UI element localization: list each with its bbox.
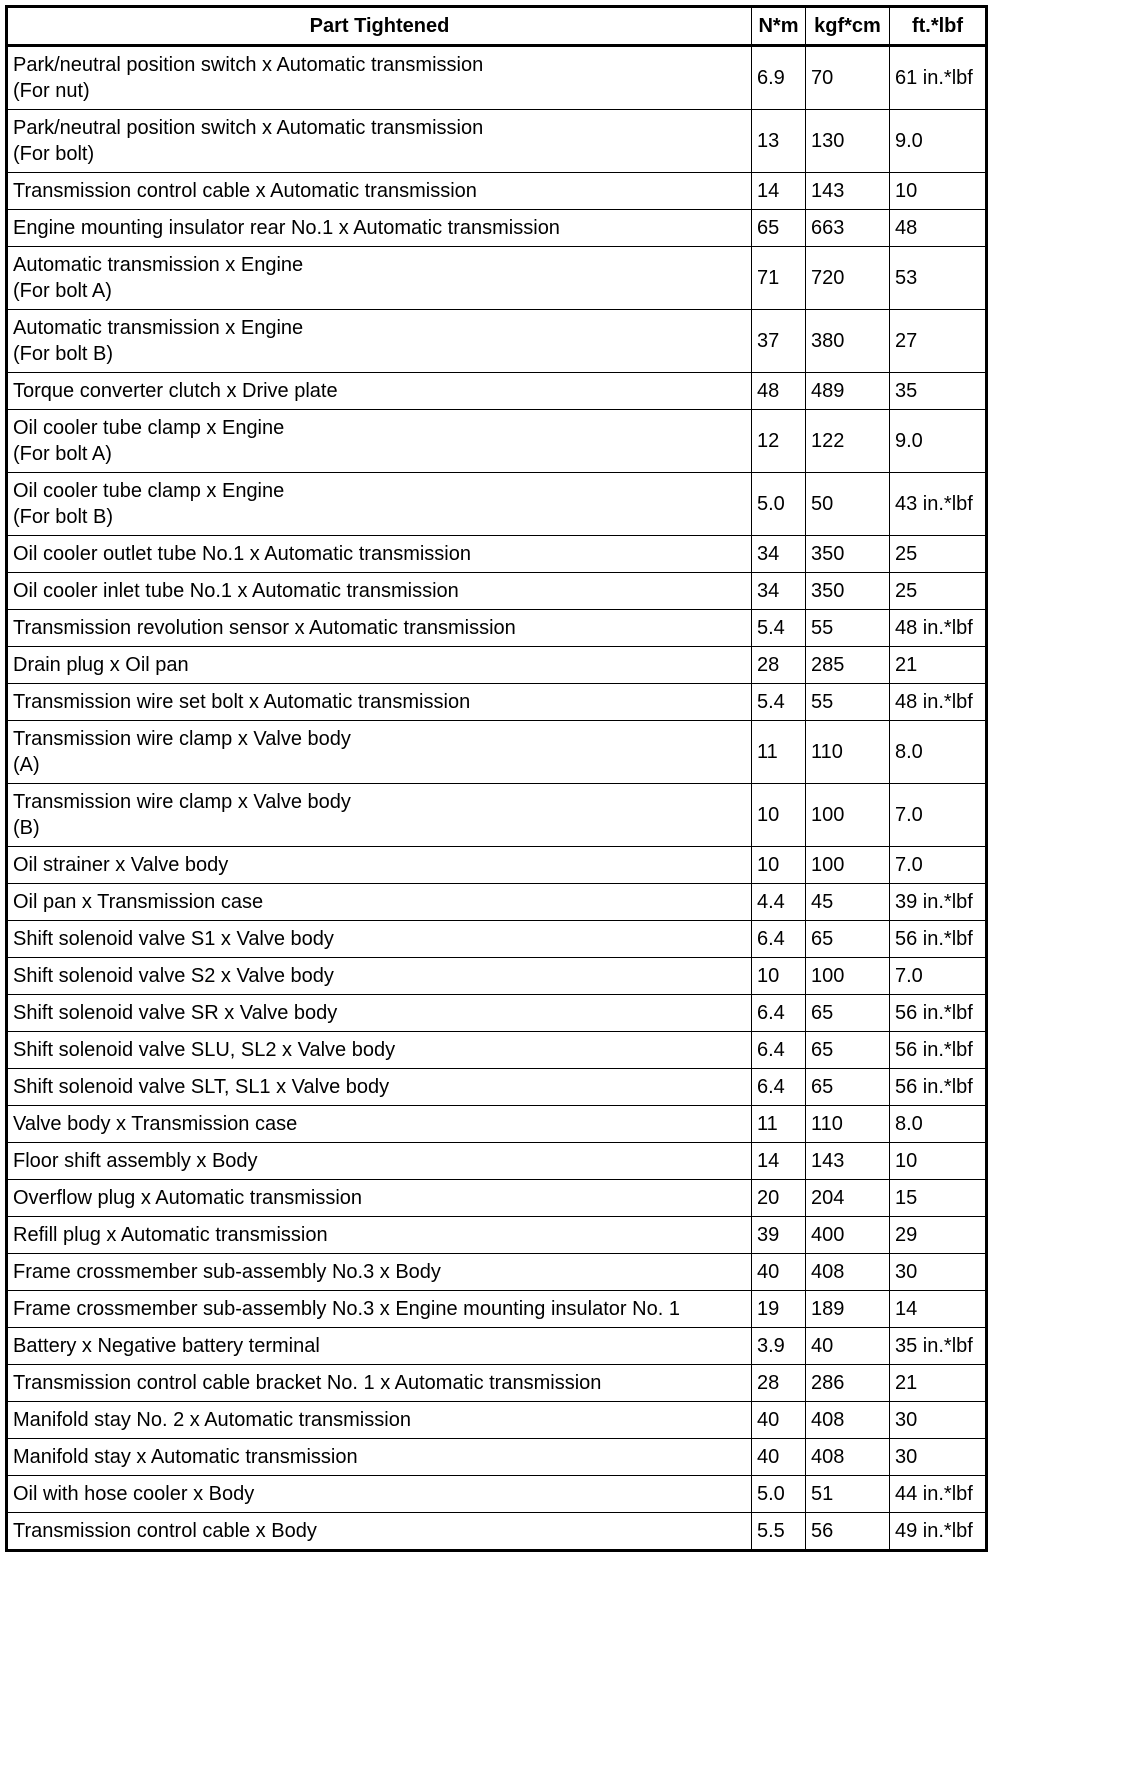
- nm-value-cell: 6.9: [752, 46, 806, 110]
- part-text-line: (For bolt A): [13, 280, 112, 302]
- table-row: [7, 1402, 987, 1439]
- ftlbf-value-cell: 21: [890, 1365, 987, 1402]
- table-row: [7, 721, 987, 784]
- kgfcm-value-cell: 100: [806, 784, 890, 847]
- nm-value-cell: 6.4: [752, 921, 806, 958]
- part-text-line: Transmission wire set bolt x Automatic transmission: [13, 691, 471, 713]
- nm-value-cell: 37: [752, 310, 806, 373]
- table-row: [7, 784, 987, 847]
- nm-value-cell: 34: [752, 536, 806, 573]
- kgfcm-value-cell: 380: [806, 310, 890, 373]
- part-tightened-cell: [7, 884, 752, 921]
- table-row: [7, 1069, 987, 1106]
- ftlbf-value-cell: 27: [890, 310, 987, 373]
- ftlbf-value-cell: 56 in.*lbf: [890, 921, 987, 958]
- part-tightened-cell: [7, 647, 752, 684]
- kgfcm-value-cell: 400: [806, 1217, 890, 1254]
- nm-value-cell: 28: [752, 647, 806, 684]
- part-tightened-cell: [7, 1069, 752, 1106]
- part-text-line: (For nut): [13, 80, 90, 102]
- nm-value-cell: 11: [752, 721, 806, 784]
- ftlbf-value-cell: 48 in.*lbf: [890, 610, 987, 647]
- ftlbf-value-cell: 56 in.*lbf: [890, 995, 987, 1032]
- ftlbf-value-cell: 30: [890, 1254, 987, 1291]
- ftlbf-value-cell: 25: [890, 536, 987, 573]
- part-text-line: Engine mounting insulator rear No.1 x Automatic transmission: [13, 217, 560, 239]
- table-row: [7, 173, 987, 210]
- kgfcm-value-cell: 70: [806, 46, 890, 110]
- part-text-line: Transmission control cable x Body: [13, 1520, 317, 1542]
- part-text-line: Automatic transmission x Engine: [13, 317, 304, 339]
- nm-value-cell: 48: [752, 373, 806, 410]
- table-row: [7, 110, 987, 173]
- ftlbf-value-cell: 10: [890, 1143, 987, 1180]
- part-text-line: Shift solenoid valve S2 x Valve body: [13, 965, 334, 987]
- part-text-line: Shift solenoid valve SR x Valve body: [13, 1002, 338, 1024]
- part-tightened-cell: [7, 210, 752, 247]
- kgfcm-value-cell: 489: [806, 373, 890, 410]
- ftlbf-value-cell: 14: [890, 1291, 987, 1328]
- kgfcm-value-cell: 56: [806, 1513, 890, 1551]
- header-ftlbf: ft.*lbf: [890, 7, 987, 46]
- part-tightened-cell: [7, 110, 752, 173]
- part-tightened-cell: [7, 46, 752, 110]
- ftlbf-value-cell: 7.0: [890, 847, 987, 884]
- nm-value-cell: 11: [752, 1106, 806, 1143]
- kgfcm-value-cell: 204: [806, 1180, 890, 1217]
- part-text-line: Oil pan x Transmission case: [13, 891, 264, 913]
- table-row: [7, 610, 987, 647]
- nm-value-cell: 10: [752, 958, 806, 995]
- part-text-line: (For bolt B): [13, 506, 114, 528]
- kgfcm-value-cell: 720: [806, 247, 890, 310]
- kgfcm-value-cell: 110: [806, 721, 890, 784]
- table-row: [7, 1513, 987, 1551]
- kgfcm-value-cell: 55: [806, 684, 890, 721]
- part-tightened-cell: [7, 1439, 752, 1476]
- ftlbf-value-cell: 35: [890, 373, 987, 410]
- kgfcm-value-cell: 122: [806, 410, 890, 473]
- table-row: [7, 536, 987, 573]
- part-tightened-cell: [7, 1032, 752, 1069]
- table-row: [7, 1476, 987, 1513]
- part-text-line: Transmission control cable x Automatic transmission: [13, 180, 477, 202]
- nm-value-cell: 71: [752, 247, 806, 310]
- part-tightened-cell: [7, 921, 752, 958]
- ftlbf-value-cell: 9.0: [890, 410, 987, 473]
- nm-value-cell: 13: [752, 110, 806, 173]
- part-tightened-cell: [7, 1291, 752, 1328]
- kgfcm-value-cell: 408: [806, 1439, 890, 1476]
- nm-value-cell: 5.5: [752, 1513, 806, 1551]
- part-text-line: Valve body x Transmission case: [13, 1113, 298, 1135]
- part-tightened-cell: [7, 1365, 752, 1402]
- nm-value-cell: 5.0: [752, 1476, 806, 1513]
- kgfcm-value-cell: 65: [806, 921, 890, 958]
- ftlbf-value-cell: 7.0: [890, 958, 987, 995]
- part-tightened-cell: [7, 1106, 752, 1143]
- part-text-line: (For bolt B): [13, 343, 114, 365]
- table-row: [7, 921, 987, 958]
- table-row: [7, 958, 987, 995]
- ftlbf-value-cell: 30: [890, 1402, 987, 1439]
- kgfcm-value-cell: 110: [806, 1106, 890, 1143]
- part-text-line: (B): [13, 817, 40, 839]
- part-text-line: Automatic transmission x Engine: [13, 254, 304, 276]
- ftlbf-value-cell: 53: [890, 247, 987, 310]
- part-text-line: Transmission wire clamp x Valve body: [13, 728, 351, 750]
- ftlbf-value-cell: 9.0: [890, 110, 987, 173]
- part-text-line: Transmission control cable bracket No. 1 x Automatic transmission: [13, 1372, 602, 1394]
- kgfcm-value-cell: 65: [806, 1032, 890, 1069]
- kgfcm-value-cell: 45: [806, 884, 890, 921]
- part-text-line: (A): [13, 754, 40, 776]
- table-row: [7, 1032, 987, 1069]
- table-row: [7, 46, 987, 110]
- nm-value-cell: 40: [752, 1439, 806, 1476]
- nm-value-cell: 6.4: [752, 1032, 806, 1069]
- ftlbf-value-cell: 44 in.*lbf: [890, 1476, 987, 1513]
- nm-value-cell: 34: [752, 573, 806, 610]
- nm-value-cell: 39: [752, 1217, 806, 1254]
- table-row: [7, 410, 987, 473]
- part-text-line: Oil with hose cooler x Body: [13, 1483, 255, 1505]
- kgfcm-value-cell: 130: [806, 110, 890, 173]
- table-header-row: [7, 7, 987, 46]
- table-body: [7, 46, 987, 1551]
- part-text-line: Shift solenoid valve SLT, SL1 x Valve body: [13, 1076, 390, 1098]
- kgfcm-value-cell: 100: [806, 958, 890, 995]
- part-tightened-cell: [7, 847, 752, 884]
- torque-spec-table: [5, 5, 988, 1552]
- part-text-line: Transmission wire clamp x Valve body: [13, 791, 351, 813]
- part-tightened-cell: [7, 310, 752, 373]
- part-text-line: Manifold stay x Automatic transmission: [13, 1446, 358, 1468]
- nm-value-cell: 28: [752, 1365, 806, 1402]
- ftlbf-value-cell: 25: [890, 573, 987, 610]
- ftlbf-value-cell: 7.0: [890, 784, 987, 847]
- nm-value-cell: 10: [752, 784, 806, 847]
- ftlbf-value-cell: 43 in.*lbf: [890, 473, 987, 536]
- part-tightened-cell: [7, 610, 752, 647]
- kgfcm-value-cell: 408: [806, 1254, 890, 1291]
- part-tightened-cell: [7, 173, 752, 210]
- part-text-line: Frame crossmember sub-assembly No.3 x Engine mounting insulator No. 1: [13, 1298, 680, 1320]
- kgfcm-value-cell: 143: [806, 1143, 890, 1180]
- ftlbf-value-cell: 29: [890, 1217, 987, 1254]
- kgfcm-value-cell: 189: [806, 1291, 890, 1328]
- table-row: [7, 210, 987, 247]
- table-row: [7, 847, 987, 884]
- part-text-line: Oil cooler outlet tube No.1 x Automatic transmission: [13, 543, 471, 565]
- part-text-line: Overflow plug x Automatic transmission: [13, 1187, 363, 1209]
- table-row: [7, 573, 987, 610]
- nm-value-cell: 6.4: [752, 995, 806, 1032]
- kgfcm-value-cell: 65: [806, 995, 890, 1032]
- nm-value-cell: 40: [752, 1402, 806, 1439]
- nm-value-cell: 3.9: [752, 1328, 806, 1365]
- kgfcm-value-cell: 350: [806, 536, 890, 573]
- nm-value-cell: 14: [752, 1143, 806, 1180]
- header-kgfcm: kgf*cm: [806, 7, 890, 46]
- part-text-line: Floor shift assembly x Body: [13, 1150, 258, 1172]
- table-row: [7, 1143, 987, 1180]
- part-text-line: Oil strainer x Valve body: [13, 854, 229, 876]
- nm-value-cell: 65: [752, 210, 806, 247]
- part-tightened-cell: [7, 1328, 752, 1365]
- table-row: [7, 995, 987, 1032]
- part-text-line: Manifold stay No. 2 x Automatic transmission: [13, 1409, 411, 1431]
- part-text-line: Oil cooler tube clamp x Engine: [13, 480, 285, 502]
- part-text-line: Oil cooler tube clamp x Engine: [13, 417, 285, 439]
- kgfcm-value-cell: 143: [806, 173, 890, 210]
- kgfcm-value-cell: 350: [806, 573, 890, 610]
- part-text-line: Park/neutral position switch x Automatic transmission: [13, 117, 484, 139]
- part-text-line: Frame crossmember sub-assembly No.3 x Body: [13, 1261, 441, 1283]
- part-tightened-cell: [7, 1513, 752, 1551]
- ftlbf-value-cell: 48 in.*lbf: [890, 684, 987, 721]
- part-tightened-cell: [7, 473, 752, 536]
- table-row: [7, 1439, 987, 1476]
- part-tightened-cell: [7, 958, 752, 995]
- part-tightened-cell: [7, 1476, 752, 1513]
- part-text-line: Park/neutral position switch x Automatic transmission: [13, 54, 484, 76]
- part-text-line: (For bolt): [13, 143, 95, 165]
- part-tightened-cell: [7, 784, 752, 847]
- ftlbf-value-cell: 8.0: [890, 721, 987, 784]
- part-tightened-cell: [7, 373, 752, 410]
- part-tightened-cell: [7, 1402, 752, 1439]
- nm-value-cell: 20: [752, 1180, 806, 1217]
- part-tightened-cell: [7, 573, 752, 610]
- kgfcm-value-cell: 40: [806, 1328, 890, 1365]
- part-text-line: Shift solenoid valve S1 x Valve body: [13, 928, 334, 950]
- part-text-line: Torque converter clutch x Drive plate: [13, 380, 338, 402]
- part-tightened-cell: [7, 247, 752, 310]
- ftlbf-value-cell: 10: [890, 173, 987, 210]
- ftlbf-value-cell: 49 in.*lbf: [890, 1513, 987, 1551]
- ftlbf-value-cell: 61 in.*lbf: [890, 46, 987, 110]
- part-text-line: Oil cooler inlet tube No.1 x Automatic transmission: [13, 580, 459, 602]
- table-row: [7, 373, 987, 410]
- kgfcm-value-cell: 51: [806, 1476, 890, 1513]
- table-row: [7, 310, 987, 373]
- part-text-line: Refill plug x Automatic transmission: [13, 1224, 328, 1246]
- kgfcm-value-cell: 50: [806, 473, 890, 536]
- part-text-line: Transmission revolution sensor x Automatic transmission: [13, 617, 516, 639]
- table-row: [7, 1180, 987, 1217]
- ftlbf-value-cell: 35 in.*lbf: [890, 1328, 987, 1365]
- part-tightened-cell: [7, 1143, 752, 1180]
- nm-value-cell: 40: [752, 1254, 806, 1291]
- part-tightened-cell: [7, 410, 752, 473]
- table-row: [7, 1291, 987, 1328]
- ftlbf-value-cell: 48: [890, 210, 987, 247]
- nm-value-cell: 5.0: [752, 473, 806, 536]
- nm-value-cell: 12: [752, 410, 806, 473]
- part-tightened-cell: [7, 721, 752, 784]
- nm-value-cell: 5.4: [752, 684, 806, 721]
- kgfcm-value-cell: 663: [806, 210, 890, 247]
- table-row: [7, 247, 987, 310]
- kgfcm-value-cell: 408: [806, 1402, 890, 1439]
- nm-value-cell: 19: [752, 1291, 806, 1328]
- part-tightened-cell: [7, 684, 752, 721]
- ftlbf-value-cell: 15: [890, 1180, 987, 1217]
- nm-value-cell: 10: [752, 847, 806, 884]
- part-tightened-cell: [7, 1180, 752, 1217]
- part-tightened-cell: [7, 536, 752, 573]
- header-part-tightened: Part Tightened: [7, 7, 752, 46]
- table-row: [7, 647, 987, 684]
- kgfcm-value-cell: 55: [806, 610, 890, 647]
- table-row: [7, 1328, 987, 1365]
- table-row: [7, 1106, 987, 1143]
- table-row: [7, 473, 987, 536]
- nm-value-cell: 5.4: [752, 610, 806, 647]
- table-row: [7, 1365, 987, 1402]
- kgfcm-value-cell: 286: [806, 1365, 890, 1402]
- ftlbf-value-cell: 39 in.*lbf: [890, 884, 987, 921]
- header-nm: N*m: [752, 7, 806, 46]
- table-row: [7, 684, 987, 721]
- part-text-line: Battery x Negative battery terminal: [13, 1335, 320, 1357]
- kgfcm-value-cell: 100: [806, 847, 890, 884]
- part-tightened-cell: [7, 1254, 752, 1291]
- ftlbf-value-cell: 30: [890, 1439, 987, 1476]
- part-tightened-cell: [7, 995, 752, 1032]
- ftlbf-value-cell: 8.0: [890, 1106, 987, 1143]
- part-text-line: (For bolt A): [13, 443, 112, 465]
- ftlbf-value-cell: 21: [890, 647, 987, 684]
- part-text-line: Shift solenoid valve SLU, SL2 x Valve body: [13, 1039, 396, 1061]
- table-row: [7, 884, 987, 921]
- nm-value-cell: 4.4: [752, 884, 806, 921]
- table-row: [7, 1217, 987, 1254]
- nm-value-cell: 6.4: [752, 1069, 806, 1106]
- nm-value-cell: 14: [752, 173, 806, 210]
- part-tightened-cell: [7, 1217, 752, 1254]
- part-text-line: Drain plug x Oil pan: [13, 654, 189, 676]
- ftlbf-value-cell: 56 in.*lbf: [890, 1032, 987, 1069]
- kgfcm-value-cell: 285: [806, 647, 890, 684]
- ftlbf-value-cell: 56 in.*lbf: [890, 1069, 987, 1106]
- table-row: [7, 1254, 987, 1291]
- kgfcm-value-cell: 65: [806, 1069, 890, 1106]
